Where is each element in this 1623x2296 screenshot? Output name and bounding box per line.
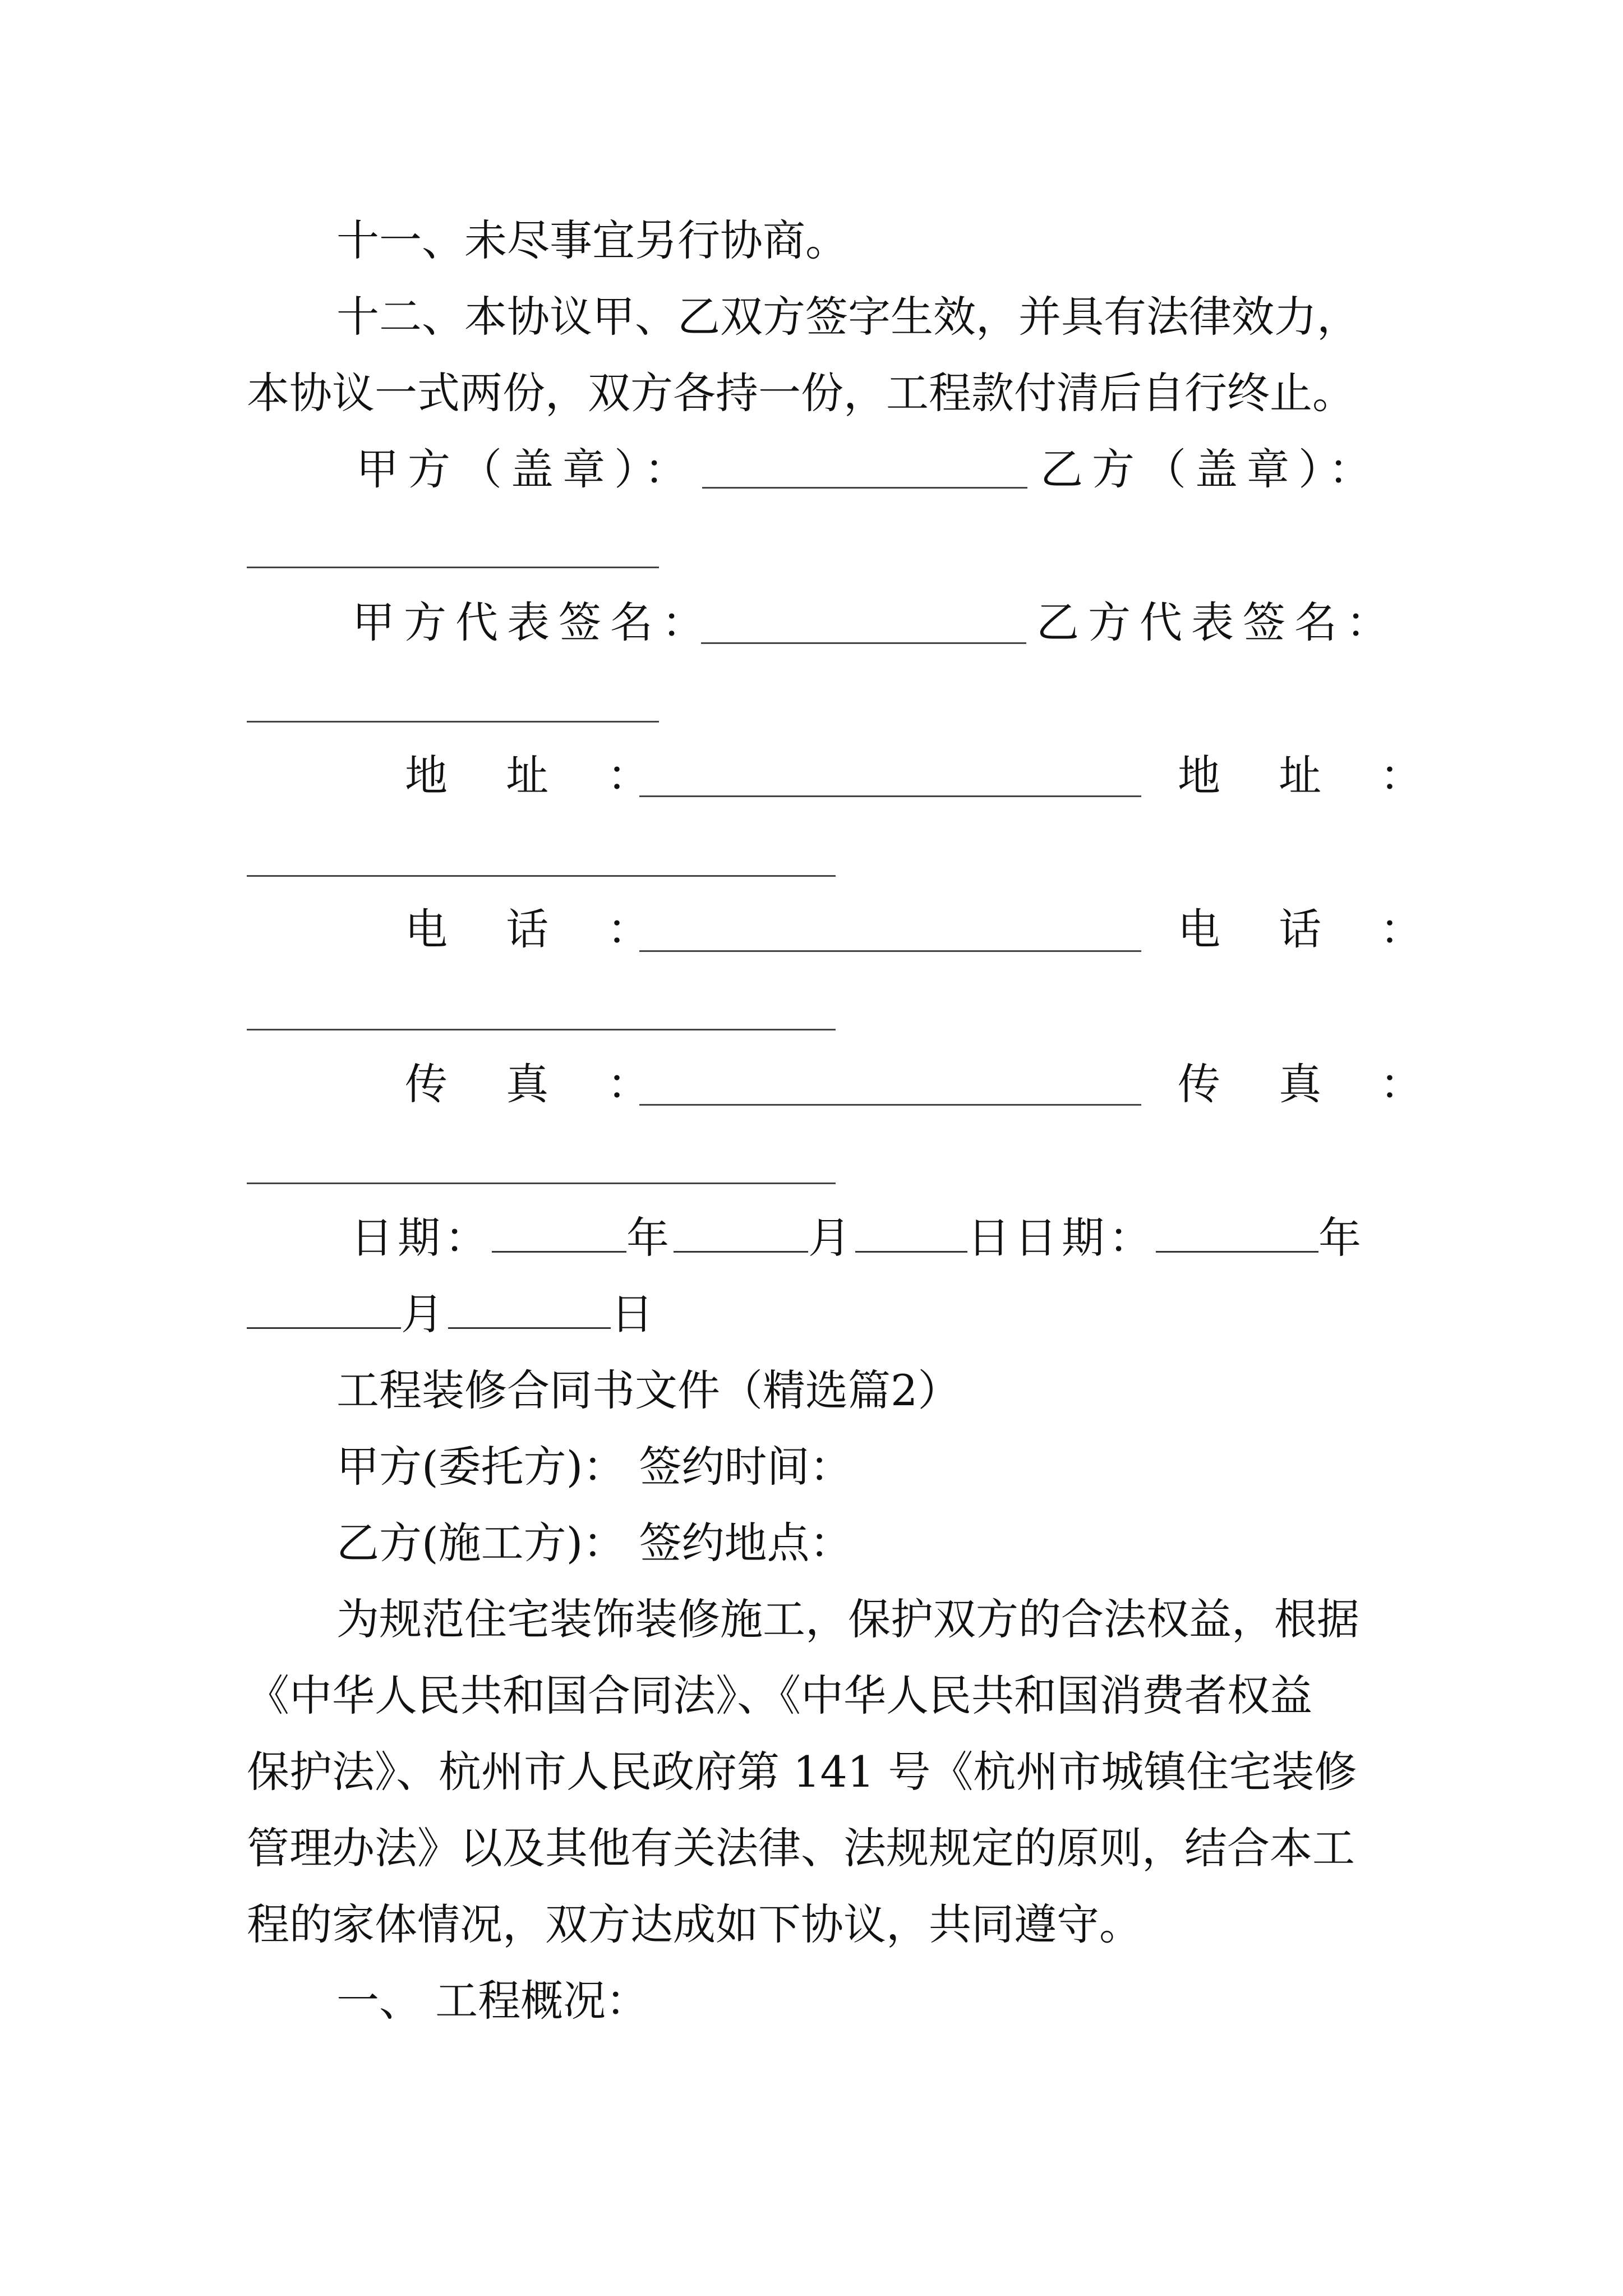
fax-blank-a (639, 1104, 1141, 1106)
month-text-b: 月 (401, 1289, 448, 1339)
party-b-rep-label: 乙方代表签名： (1036, 597, 1398, 647)
date-line (351, 1213, 1366, 1263)
year-blank-b (1156, 1214, 1318, 1253)
day-blank-a (855, 1214, 967, 1253)
party-a-info: 甲方(委托方)： 签约时间： (336, 1442, 852, 1492)
month-text-a: 月 (808, 1213, 855, 1263)
party-b-rep-blank (247, 721, 659, 723)
party-a-rep-label: 甲方代表签名： (352, 597, 713, 647)
address-blank-b (247, 875, 836, 877)
clause-12-line-1: 十二、本协议甲、乙双方签字生效，并具有法律效力， (336, 292, 1359, 342)
year-blank-a (492, 1214, 626, 1253)
party-a-seal-blank (702, 487, 1027, 489)
fax-label-a: 传 真 ： (405, 1059, 672, 1109)
intro-line-1: 为规范住宅装饰装修施工，保护双方的合法权益，根据 (336, 1594, 1359, 1644)
intro-line-5: 程的家体情况，双方达成如下协议，共同遵守。 (247, 1899, 1142, 1949)
address-label-a: 地 址 ： (405, 751, 672, 800)
date-line-2 (247, 1289, 658, 1340)
day-blank-b (448, 1290, 611, 1329)
party-b-info: 乙方(施工方)： 签约地点： (336, 1518, 852, 1568)
year-text-a: 年 (626, 1213, 674, 1263)
address-label-b: 地 址 ： (1178, 751, 1445, 800)
day-text-a: 日 (967, 1213, 1015, 1263)
month-blank-b (247, 1290, 401, 1329)
party-a-rep-blank (701, 642, 1026, 644)
phone-label-b: 电 话 ： (1178, 904, 1445, 954)
section-title: 工程装修合同书文件（精选篇2） (336, 1365, 961, 1415)
phone-blank-b (247, 1029, 836, 1030)
intro-line-2: 《中华人民共和国合同法》、《中华人民共和国消费者权益 (247, 1671, 1312, 1720)
address-blank-a (639, 795, 1141, 797)
fax-blank-b (247, 1182, 836, 1184)
day-text-b: 日 (611, 1289, 658, 1339)
phone-blank-a (639, 950, 1141, 952)
clause-12-line-2: 本协议一式两份，双方各持一份，工程款付清后自行终止。 (247, 368, 1355, 418)
intro-line-3: 保护法》、杭州市人民政府第 141 号《杭州市城镇住宅装修 (247, 1747, 1357, 1797)
intro-line-4: 管理办法》以及其他有关法律、法规规定的原则，结合本工 (247, 1823, 1355, 1873)
clause-11: 十一、未尽事宜另行协商。 (336, 215, 848, 265)
fax-label-b: 传 真 ： (1178, 1059, 1445, 1109)
year-text-b: 年 (1318, 1213, 1366, 1263)
article-1-heading: 一、 工程概况： (336, 1976, 649, 2026)
party-b-seal-label: 乙方（盖章）： (1040, 444, 1380, 494)
party-b-seal-blank (247, 567, 659, 568)
month-blank-a (674, 1214, 808, 1253)
date-label-b: 日期： (1015, 1213, 1156, 1263)
phone-label-a: 电 话 ： (405, 904, 672, 954)
date-label-a: 日期： (351, 1213, 492, 1263)
party-a-seal-label: 甲方（盖章）： (356, 444, 696, 494)
